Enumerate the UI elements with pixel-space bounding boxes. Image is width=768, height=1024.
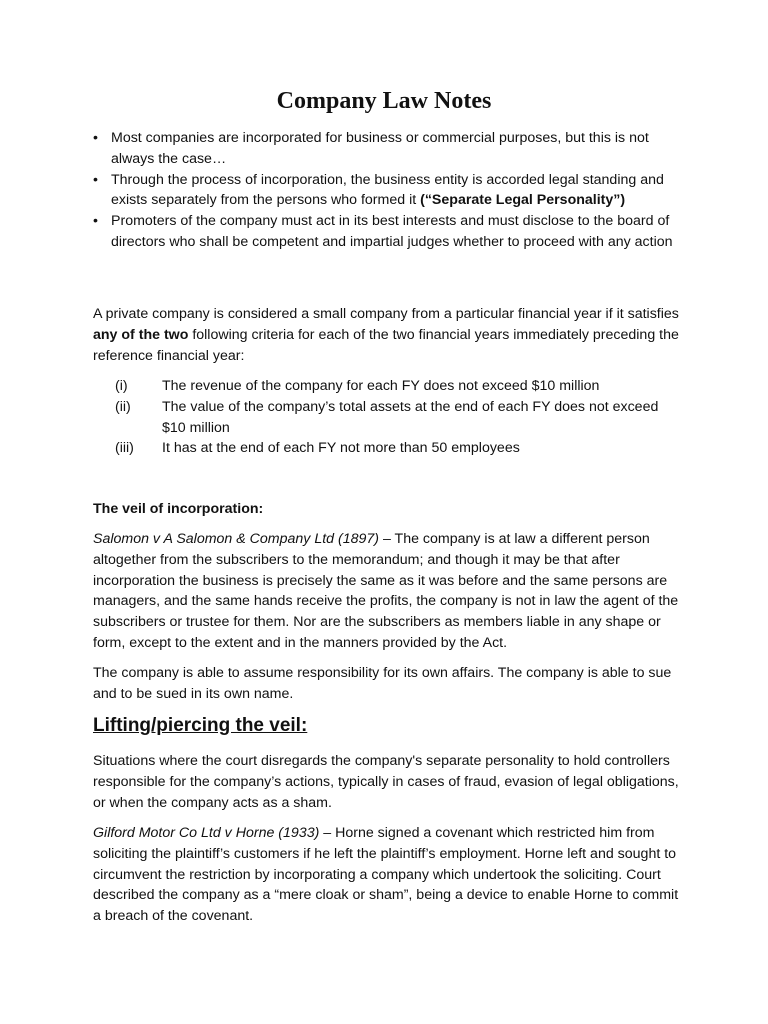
bullet-text: Most companies are incorporated for business or commercial purposes, but this is not always the case… [111,130,649,167]
criteria-text: It has at the end of each FY not more than 50 employees [162,440,520,457]
case-citation: Gilford Motor Co Ltd v Horne (1933) [93,825,320,841]
intro-bullet-list [93,128,683,253]
page-title: Company Law Notes [276,88,492,114]
list-item [93,211,683,253]
criteria-list [115,376,675,459]
paragraph-text: – The company is at law a different person altogether from the subscribers to the memorandum; and though it may be that after incorporation the business is precisely the same as it was before and the same persons are managers, and the same hands receive the profits, the company is not in law the agent of the subscribers or trustee for them. Nor are the subscribers as members liable in any shape or form, except to the extent and in the manners provided by the Act. [93,531,679,651]
lifting-heading: Lifting/piercing the veil: [93,715,308,736]
paragraph-text: – Horne signed a covenant which restricted him from soliciting the plaintiff’s customers if he left the plaintiff’s employment. Horne left and sought to circumvent the restriction by incorporating a company which undertook the soliciting. Court described the company as a “mere cloak or sham”, being a device to enable Horne to commit a breach of the covenant. [93,825,679,925]
criteria-text: The value of the company’s total assets at the end of each FY does not exceed $10 million [162,398,659,436]
paragraph-bold-text: any of the two [93,326,189,343]
criteria-number: (ii) [115,398,131,415]
gilford-paragraph [93,823,683,927]
criteria-text: The revenue of the company for each FY does not exceed $10 million [162,378,600,394]
paragraph-text: A private company is considered a small company from a particular financial year if it satisfies [93,306,679,322]
list-item [115,397,675,439]
veil-heading: The veil of incorporation: [93,501,264,517]
bullet-text: Promoters of the company must act in its best interests and must disclose to the board of directors who shall be competent and impartial judges whether to proceed with any action [111,213,673,250]
situations-paragraph: Situations where the court disregards the company's separate personality to hold controllers responsible for the company’s actions, typically in cases of fraud, evasion of legal obligations, or when the company acts as a sham. [93,753,679,811]
salomon-paragraph [93,529,683,654]
private-company-paragraph [93,304,683,366]
list-item [93,170,683,212]
list-item [115,438,675,459]
case-citation: Salomon v A Salomon & Company Ltd (1897) [93,531,380,547]
list-item [93,128,683,170]
list-item [115,376,675,397]
responsibility-paragraph: The company is able to assume responsibility for its own affairs. The company is able to sue and to be sued in its own name. [93,665,672,702]
bullet-text: Through the process of incorporation, the business entity is accorded legal standing and exists separately from the persons who formed it [111,171,664,209]
paragraph-text: following criteria for each of the two financial years immediately preceding the reference financial year: [93,326,679,364]
bullet-bold-text: (“Separate Legal Personality”) [420,192,626,209]
criteria-number: (i) [115,378,128,394]
criteria-number: (iii) [115,440,134,457]
